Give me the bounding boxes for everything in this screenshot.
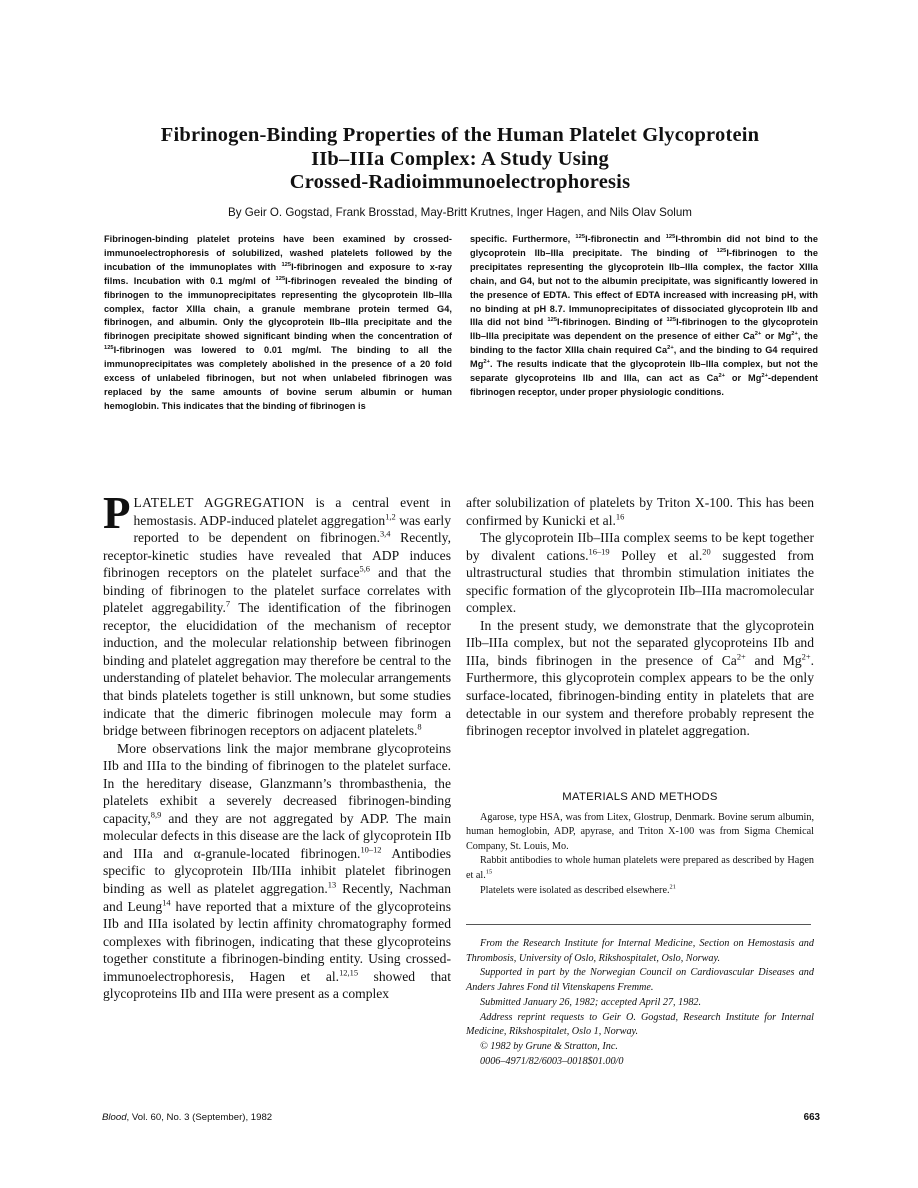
superscript-reference: 16–19 bbox=[588, 546, 610, 557]
methods-paragraph: Agarose, type HSA, was from Litex, Glostrup, Denmark. Bovine serum albumin, human hemoglobin, ADP, apyrase, and Triton X-100 was from Sigma Chemical Company, St. Louis, Mo. bbox=[466, 811, 814, 852]
body-left-column bbox=[103, 488, 452, 1003]
section-heading: MATERIALS AND METHODS bbox=[562, 791, 718, 803]
superscript-reference: 125 bbox=[665, 233, 676, 240]
body-paragraph: The glycoprotein IIb–IIIa complex seems to be kept together by divalent cations.$^{16-19}$ Polley et al.$^{20}$ suggested from ultrastructural studies that thrombin stimulation initiates the specific formation of the glycoprotein IIb–IIIa macromolecular complex. bbox=[466, 530, 814, 616]
superscript-reference: 125 bbox=[275, 275, 286, 282]
superscript-reference: 13 bbox=[327, 879, 337, 890]
superscript-reference: 14 bbox=[162, 897, 171, 908]
superscript-reference: 8,9 bbox=[150, 809, 162, 820]
superscript-reference: 2+ bbox=[483, 359, 490, 366]
abstract-right-column: specific. Furthermore, $^{125}$I-fibronectin and $^{125}$I-thrombin did not bind to the glycoprotein IIb–IIIa precipitate. The binding of $^{125}$I-fibrinogen to the precipitates representing the glycoprotein IIb–IIIa complex, the factor XIIIa chain, and G4, but not to the albumin precipitate, was significantly lowered in the presence of EDTA. This effect of EDTA increased with increasing pH, with no binding at pH 8.7. Immunoprecipitates of dissociated glycoprotein IIb and IIIa did not bind $^{125}$I-fibrinogen. Binding of $^{125}$I-fibrinogen to the glycoprotein IIb–IIIa precipitate was dependent on the presence of either $Ca^{2+}$ or $Mg^{2+}$, the binding to the factor XIIIa chain required $Ca^{2+}$, and the binding to G4 required $Mg^{2+}$. The results indicate that the glycoprotein IIb–IIIa complex, but not the separate glycoproteins IIb and IIIa, can act as $Ca^{2+}$ or $Mg^{2+}$-dependent fibrinogen receptor, under proper physiologic conditions. bbox=[470, 233, 819, 397]
superscript-reference: 2+ bbox=[761, 373, 768, 379]
footnote-affiliation: From the Research Institute for Internal Medicine, Section on Hemostasis and Thrombosis, University of Oslo, Rikshospitalet, Oslo, Norway. bbox=[466, 938, 814, 964]
superscript-reference: 125 bbox=[666, 317, 677, 324]
footnote-copyright: © 1982 by Grune & Stratton, Inc. bbox=[480, 1040, 618, 1052]
superscript-reference: 125 bbox=[281, 261, 292, 268]
superscript-reference: 21 bbox=[669, 883, 676, 891]
title-line-1: Fibrinogen-Binding Properties of the Human Platelet Glycoprotein bbox=[160, 124, 760, 146]
superscript-reference: 16 bbox=[615, 511, 625, 522]
article-title bbox=[100, 124, 820, 195]
intro-paragraph bbox=[103, 488, 451, 740]
intro-paragraph-text: is a central event in hemostasis. ADP-induced platelet aggregation$^{1,2}$ was early reported to be dependent on fibrinogen.$^{3,4}$ Recently, receptor-kinetic studies have revealed that ADP induces fibrinogen receptors on the platelet surface$^{5,6}$ and that the binding of fibrinogen to the platelet surface correlates with platelet aggregability.$^7$ The identification of the fibrinogen receptor, the elucididation of the mechanism of receptor induction, and the molecular relationship between fibrinogen binding and platelet aggregation may therefore be central to the understanding of platelet behavior. The molecular arrangements that binds platelets together is still unknown, but some studies indicate that the dimeric fibrinogen molecule may form a bridge between fibrinogen receptors on adjacent platelets.$^8$ bbox=[103, 495, 451, 739]
title-line-3: Crossed-Radioimmunoelectrophoresis bbox=[289, 171, 631, 193]
superscript-reference: 2+ bbox=[801, 651, 811, 662]
superscript-reference: 125 bbox=[716, 247, 727, 254]
journal-issue: , Vol. 60, No. 3 (September), 1982 bbox=[126, 1112, 273, 1123]
drop-cap: P bbox=[103, 488, 131, 538]
superscript-reference: 125 bbox=[575, 233, 586, 240]
journal-citation bbox=[102, 1112, 272, 1123]
superscript-reference: 2+ bbox=[667, 345, 674, 352]
footnote-funding: Supported in part by the Norwegian Council on Cardiovascular Diseases and Anders Jahres Fond til Vitenskapens Fremme. bbox=[466, 967, 814, 994]
journal-name: Blood bbox=[102, 1112, 127, 1123]
superscript-reference: 12,15 bbox=[339, 967, 359, 978]
superscript-reference: 8 bbox=[417, 721, 422, 732]
superscript-reference: 10–12 bbox=[360, 844, 382, 855]
superscript-reference: 2+ bbox=[718, 373, 726, 379]
page-number: 663 bbox=[803, 1112, 820, 1123]
superscript-reference: 5,6 bbox=[359, 563, 371, 574]
author-list: By Geir O. Gogstad, Frank Brosstad, May-Britt Krutnes, Inger Hagen, and Nils Olav Solum bbox=[228, 206, 692, 219]
methods-paragraph: Platelets were isolated as described elsewhere.$^{21}$ bbox=[480, 883, 676, 896]
footnote-code: 0006–4971/82/6003–0018$01.00/0 bbox=[480, 1055, 624, 1067]
superscript-reference: 2+ bbox=[791, 331, 798, 338]
superscript-reference: 7 bbox=[225, 598, 231, 609]
abstract-left-column: Fibrinogen-binding platelet proteins have been examined by crossed-immunoelectrophoresis of solubilized, washed platelets followed by the incubation of the immunoplates with $^{125}$I-fibrinogen and exposure to x-ray films. Incubation with 0.1 mg/ml of $^{125}$I-fibrinogen revealed the binding of fibrinogen to the immunoprecipitates representing the glycoprotein IIb–IIIa complex, factor XIIIa chain, a granule membrane protein termed G4, fibrinogen, and albumin. Only the glycoprotein IIb–IIIa precipitate and the fibrinogen precipitate showed significant binding when the concentration of $^{125}$I-fibrinogen was lowered to 0.01 mg/ml. The binding to all the immunoprecipitates was completely abolished in the presence of a 20 fold excess of unlabeled fibrinogen, but not when unlabeled fibrinogen was replaced by the same amounts of bovine serum albumin or human hemoglobin. This indicates that the binding of fibrinogen is bbox=[104, 234, 452, 411]
lead-in-caps: LATELET AGGREGATION bbox=[133, 495, 305, 510]
superscript-reference: 125 bbox=[104, 345, 114, 352]
footnotes bbox=[466, 937, 814, 1069]
methods-paragraph: Rabbit antibodies to whole human platelets were prepared as described by Hagen et al.$^{15}$ bbox=[466, 855, 814, 881]
superscript-reference: 20 bbox=[702, 546, 711, 557]
body-paragraph: In the present study, we demonstrate that the glycoprotein IIb–IIIa complex, but not the separated glycoproteins IIb and IIIa, binds fibrinogen in the presence of $Ca^{2+}$ and $Mg^{2+}$. Furthermore, this glycoprotein complex appears to be the only surface-located, fibrinogen-binding entity in platelets that are detectable in our system and therefore probably represent the fibrinogen receptor involved in platelet aggregation. bbox=[466, 617, 814, 739]
materials-and-methods-section bbox=[466, 790, 814, 898]
footnote-dates: Submitted January 26, 1982; accepted April 27, 1982. bbox=[480, 996, 702, 1008]
footnote-reprint-address: Address reprint requests to Geir O. Gogstad, Research Institute for Internal Medicine, Rikshospitalet, Oslo 1, Norway. bbox=[466, 1011, 814, 1038]
superscript-reference: 3,4 bbox=[379, 528, 391, 539]
footnote-divider bbox=[466, 924, 811, 925]
body-paragraph: after solubilization of platelets by Triton X-100. This has been confirmed by Kunicki et al.$^{16}$ bbox=[466, 495, 814, 528]
title-line-2: IIb–IIIa Complex: A Study Using bbox=[311, 147, 609, 170]
superscript-reference: 125 bbox=[547, 317, 558, 324]
body-paragraph: More observations link the major membrane glycoproteins IIb and IIIa to the binding of fibrinogen to the platelet surface. In the hereditary disease, Glanzmann’s thrombasthenia, the platelets exhibit a severely decreased fibrinogen-binding capacity,$^{8,9}$ and they are not aggregated by ADP. The main molecular defects in this disease are the lack of glycoprotein IIb and IIIa and α-granule-located fibrinogen.$^{10-12}$ Antibodies specific to glycoprotein IIb/IIIa inhibit platelet fibrinogen binding as well as platelet aggregation.$^{13}$ Recently, Nachman and Leung$^{14}$ have reported that a mixture of the glycoproteins IIb and IIIa isolated by lectin affinity chromatography formed complexes with fibrinogen, indicating that these glycoproteins together constitute a fibrinogen-binding entity. Using crossed-immunoelectrophoresis, Hagen et al.$^{12,15}$ showed that glycoproteins IIb and IIIa were present as a complex bbox=[103, 740, 452, 1002]
body-right-column bbox=[466, 494, 814, 740]
superscript-reference: 2+ bbox=[754, 331, 762, 338]
superscript-reference: 1,2 bbox=[385, 511, 396, 522]
superscript-reference: 2+ bbox=[736, 651, 746, 662]
superscript-reference: 15 bbox=[485, 868, 493, 876]
